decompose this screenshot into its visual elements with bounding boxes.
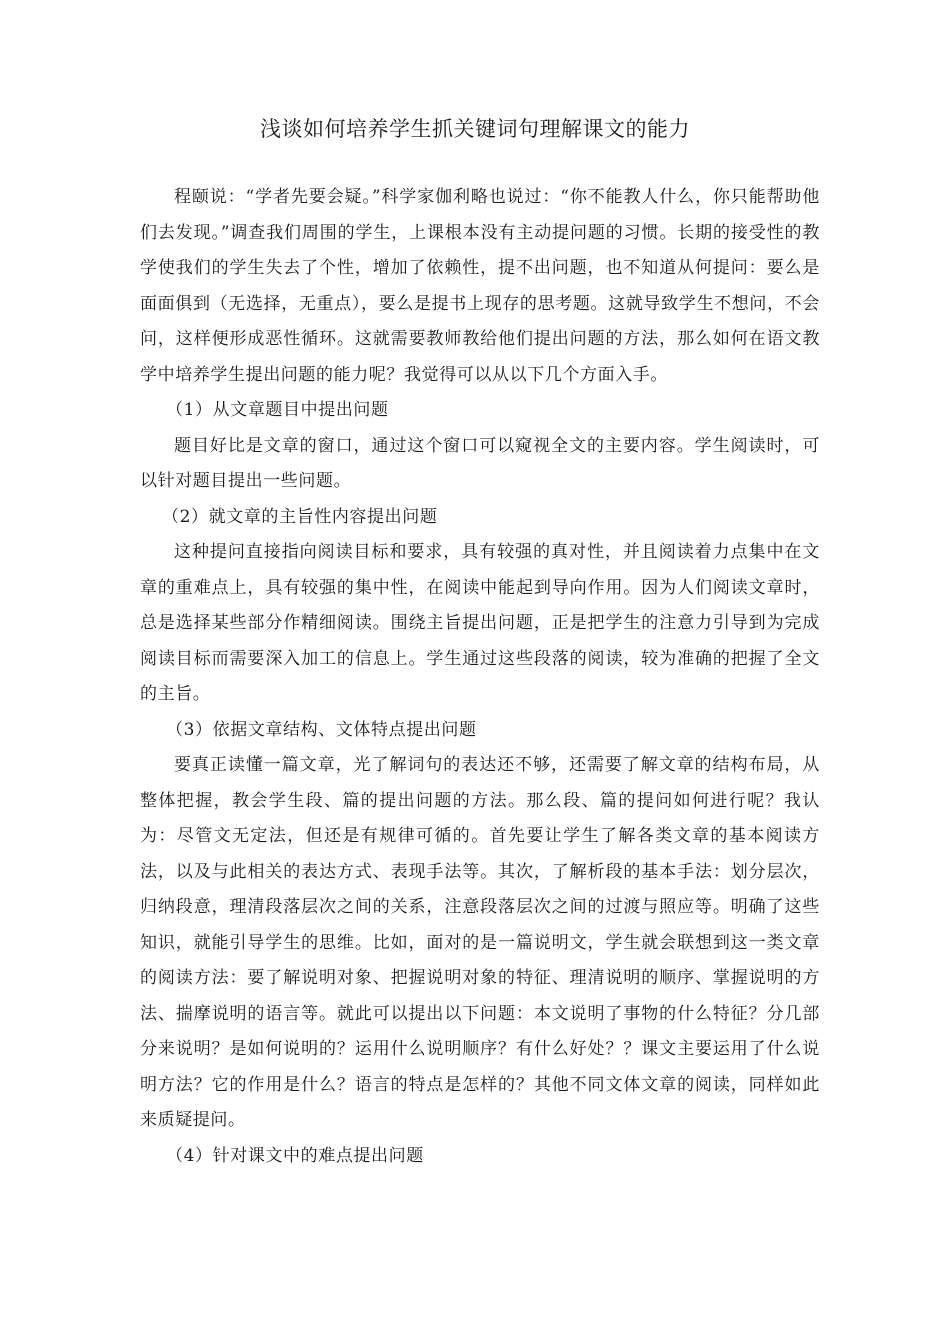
- document-body: [140, 180, 820, 1174]
- section-3-paragraph: 要真正读懂一篇文章，光了解词句的表达还不够，还需要了解文章的结构布局，从整体把握，教会学生段、篇的提出问题的方法。那么段、篇的提问如何进行呢？我认为：尽管文无定法，但还是有规律可循的。首先要让学生了解各类文章的基本阅读方法，以及与此相关的表达方式、表现手法等。其次，了解析段的基本手法：划分层次，归纳段意，理清段落层次之间的关系，注意段落层次之间的过渡与照应等。明确了这些知识，就能引导学生的思维。比如，面对的是一篇说明文，学生就会联想到这一类文章的阅读方法：要了解说明对象、把握说明对象的特征、理清说明的顺序、掌握说明的方法、揣摩说明的语言等。就此可以提出以下问题：本文说明了事物的什么特征？分几部分来说明？是如何说明的？运用什么说明顺序？有什么好处？？课文主要运用了什么说明方法？它的作用是什么？语言的特点是怎样的？其他不同文体文章的阅读，同样如此来质疑提问。: [140, 755, 820, 1130]
- section-heading-2: （2）就文章的主旨性内容提出问题: [162, 506, 438, 527]
- section-1-paragraph: 题目好比是文章的窗口，通过这个窗口可以窥视全文的主要内容。学生阅读时，可以针对题目提出一些问题。: [140, 435, 820, 491]
- section-2-paragraph: 这种提问直接指向阅读目标和要求，具有较强的真对性，并且阅读着力点集中在文章的重难点上，具有较强的集中性，在阅读中能起到导向作用。因为人们阅读文章时，总是选择某些部分作精细阅读。围绕主旨提出问题，正是把学生的注意力引导到为完成阅读目标而需要深入加工的信息上。学生通过这些段落的阅读，较为准确的把握了全文的主旨。: [140, 542, 820, 704]
- intro-paragraph: 程颐说：“学者先要会疑。”科学家伽利略也说过：“你不能教人什么，你只能帮助他们去发现。”调查我们周围的学生，上课根本没有主动提问题的习惯。长期的接受性的教学使我们的学生失去了个性，增加了依赖性，提不出问题，也不知道从何提问：要么是面面俱到（无选择，无重点），要么是提书上现存的思考题。这就导致学生不想问，不会问，这样便形成恶性循环。这就需要教师教给他们提出问题的方法，那么如何在语文教学中培养学生提出问题的能力呢？我觉得可以从以下几个方面入手。: [140, 187, 820, 385]
- section-heading-3: （3）依据文章结构、文体特点提出问题: [166, 719, 477, 740]
- section-heading-4: （4）针对课文中的难点提出问题: [166, 1145, 424, 1166]
- section-heading-1: （1）从文章题目中提出问题: [166, 400, 389, 420]
- document-title: 浅谈如何培养学生抓关键词句理解课文的能力: [260, 117, 690, 141]
